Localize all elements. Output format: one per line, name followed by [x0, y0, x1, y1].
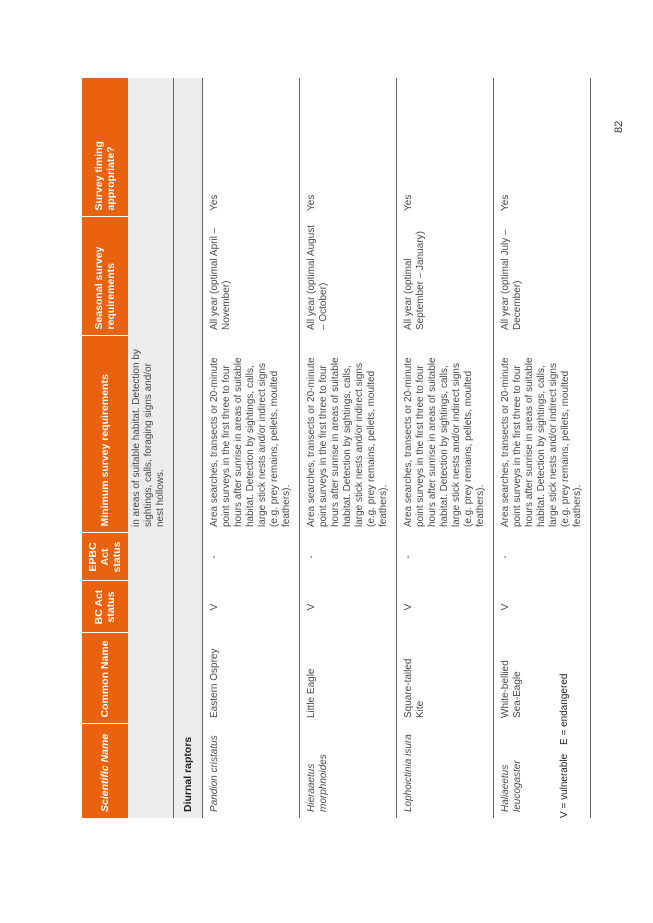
table-row — [300, 78, 397, 818]
survey-requirements-table — [82, 78, 591, 818]
table-row — [203, 78, 300, 818]
bc-status-cell: V — [494, 581, 591, 633]
survey-timing-cell: Yes — [300, 78, 397, 217]
epbc-status-cell: - — [397, 533, 494, 581]
legend-endangered: E = endangered — [559, 673, 570, 745]
header-common-name: Common Name — [82, 633, 128, 724]
continuation-text: in areas of suitable habitat. Detection by sightings, calls, foraging signs and/or nest hollows. — [128, 336, 174, 533]
seasonal-requirements-cell: All year (optimal August – October) — [300, 217, 397, 336]
header-minimum-requirements: Minimum survey requirements — [82, 336, 128, 533]
seasonal-requirements-cell: All year (optimal April – November) — [203, 217, 300, 336]
survey-timing-cell: Yes — [397, 78, 494, 217]
header-epbc-act: EPBC Act status — [82, 533, 128, 581]
common-name-cell: Little Eagle — [300, 633, 397, 724]
minimum-requirements-cell: Area searches, transects or 20-minute point surveys in the first three to four hours after sunrise in areas of suitable habitat. Detection by sightings, calls, large stick nests and/or indirect signs (e.g. prey remains, pellets, moulted feathers). — [203, 336, 300, 533]
common-name-cell: White-bellied Sea-Eagle — [494, 633, 591, 724]
survey-timing-cell: Yes — [203, 78, 300, 217]
scientific-name-cell: Pandion cristatus — [203, 724, 300, 818]
group-row — [174, 78, 203, 818]
epbc-status-cell: - — [494, 533, 591, 581]
survey-timing-cell: Yes — [494, 78, 591, 217]
bc-status-cell: V — [397, 581, 494, 633]
header-bc-act: BC Act status — [82, 581, 128, 633]
bc-status-cell: V — [203, 581, 300, 633]
header-row — [82, 78, 128, 818]
scientific-name-cell: Hieraaetus morphnoides — [300, 724, 397, 818]
header-survey-timing: Survey timing appropriate? — [82, 78, 128, 217]
common-name-cell: Square-tailed Kite — [397, 633, 494, 724]
seasonal-requirements-cell: All year (optimal July – December) — [494, 217, 591, 336]
minimum-requirements-cell: Area searches, transects or 20-minute point surveys in the first three to four hours after sunrise in areas of suitable habitat. Detection by sightings, calls, large stick nests and/or indirect signs (e.g. prey remains, pellets, moulted feathers). — [397, 336, 494, 533]
header-seasonal-requirements: Seasonal survey requirements — [82, 217, 128, 336]
status-legend — [559, 668, 570, 818]
table-row — [494, 78, 591, 818]
seasonal-requirements-cell: All year (optimal September – January) — [397, 217, 494, 336]
minimum-requirements-cell: Area searches, transects or 20-minute point surveys in the first three to four hours after sunrise in areas of suitable habitat. Detection by sightings, calls, large stick nests and/or indirect signs (e.g. prey remains, pellets, moulted feathers). — [494, 336, 591, 533]
legend-vulnerable: V = vulnerable — [559, 753, 570, 818]
page-number: 82 — [613, 120, 625, 133]
scientific-name-cell: Lophoictinia isura — [397, 724, 494, 818]
common-name-cell: Eastern Osprey — [203, 633, 300, 724]
header-scientific-name: Scientific Name — [82, 724, 128, 818]
epbc-status-cell: - — [300, 533, 397, 581]
continuation-row — [128, 78, 174, 818]
table-row — [397, 78, 494, 818]
epbc-status-cell: - — [203, 533, 300, 581]
group-label: Diurnal raptors — [174, 78, 203, 818]
bc-status-cell: V — [300, 581, 397, 633]
minimum-requirements-cell: Area searches, transects or 20-minute point surveys in the first three to four hours after sunrise in areas of suitable habitat. Detection by sightings, calls, large stick nests and/or indirect signs (e.g. prey remains, pellets, moulted feathers). — [300, 336, 397, 533]
scientific-name-cell: Haliaeetus leucogaster — [494, 724, 591, 818]
